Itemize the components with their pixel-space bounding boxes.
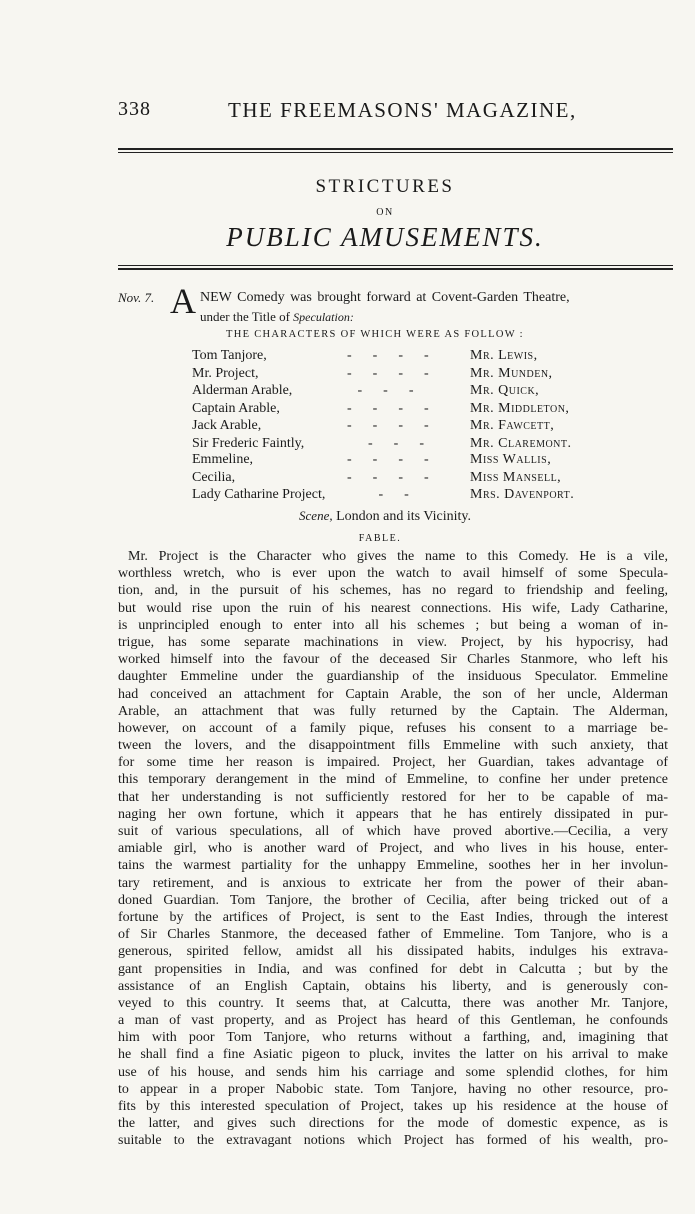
character-name: Emmeline, bbox=[192, 452, 254, 467]
body-line: that her understanding is not sufficiently restored for her to be capable of ma- bbox=[118, 789, 668, 805]
leader-dashes: - - - bbox=[347, 435, 424, 451]
body-line: for some time her reason is impaired. Project, her Guardian, takes advantage of bbox=[118, 755, 668, 771]
body-line: the latter, and gives such directions for the mode of domestic expence, as is bbox=[118, 1116, 668, 1132]
body-line: had conceived an attachment for Captain Arable, the son of her uncle, Alderman bbox=[118, 686, 668, 702]
body-line: suitable to the extravagant notions which Project has formed of his wealth, pro- bbox=[118, 1133, 668, 1149]
cast-list-men bbox=[192, 348, 612, 454]
character-name: Jack Arable, bbox=[192, 418, 262, 434]
leader-dashes: - - - - bbox=[347, 348, 429, 363]
page-number: 338 bbox=[118, 98, 151, 120]
character-name: Captain Arable, bbox=[192, 400, 280, 416]
intro-line-2 bbox=[200, 309, 354, 325]
body-line: fits by this interested speculation of Project, takes up his residence at the house of bbox=[118, 1099, 668, 1114]
actor-name: Mr. Fawcett, bbox=[470, 418, 555, 434]
leader-dashes: - - - - bbox=[347, 452, 429, 467]
body-line: gant propensities in India, and was confined for debt in Calcutta ; but by the bbox=[118, 961, 668, 977]
body-line: tween the lovers, and the disappointment fills Emmeline with such anxiety, that bbox=[118, 738, 668, 754]
header-rule bbox=[118, 148, 673, 150]
body-line: tary retirement, and is anxious to extricate her from the power of their aban- bbox=[118, 875, 668, 891]
fable-heading: FABLE. bbox=[358, 533, 402, 544]
cast-row bbox=[192, 487, 612, 505]
intro-line-1: NEW Comedy was brought forward at Covent-Garden Theatre, bbox=[200, 290, 570, 305]
intro-prefix: under the Title of bbox=[200, 309, 294, 324]
body-line: generous, spirited fellow, amidst all his dissipated habits, indulges his extrava- bbox=[118, 944, 668, 960]
body-line: tion, and, in the pursuit of his schemes, has no regard to friendship and feeling, bbox=[118, 583, 668, 599]
page-header bbox=[118, 98, 678, 128]
character-name: Tom Tanjore, bbox=[192, 348, 267, 363]
scene-text: London and its Vicinity. bbox=[332, 509, 471, 524]
play-title: Speculation: bbox=[293, 310, 354, 324]
character-name: Alderman Arable, bbox=[192, 383, 293, 399]
body-line: trigue, has some separate machinations in view. Project, by his hypocrisy, had bbox=[118, 634, 668, 650]
body-line: Mr. Project is the Character who gives the name to this Comedy. He is a vile, bbox=[128, 549, 668, 564]
character-name: Sir Frederic Faintly, bbox=[192, 435, 305, 451]
cast-row bbox=[192, 436, 612, 454]
body-line: suit of various speculations, all of which have proved abortive.—Cecilia, a very bbox=[118, 824, 668, 839]
body-line: a man of vast property, and as Project has heard of this Gentleman, he confounds bbox=[118, 1013, 668, 1029]
character-name: Mr. Project, bbox=[192, 365, 259, 381]
body-line: use of his house, and sends him his carriage and some splendid clothes, for him bbox=[118, 1064, 668, 1080]
actor-name: Mrs. Davenport. bbox=[470, 487, 575, 503]
character-name: Cecilia, bbox=[192, 469, 236, 485]
fable-body bbox=[118, 548, 668, 1150]
body-line: worked himself into the favour of the deceased Sir Charles Stanmore, who left his bbox=[118, 652, 668, 668]
actor-name: Miss Mansell, bbox=[470, 469, 562, 485]
drop-cap: A bbox=[170, 281, 196, 321]
body-line: veyed to this country. It seems that, at Calcutta, there was another Mr. Tanjore, bbox=[118, 995, 668, 1011]
actor-name: Mr. Quick, bbox=[470, 383, 540, 399]
entry-date: Nov. 7. bbox=[118, 290, 155, 305]
body-line: naging her own fortune, which it appears that he has entirely dissipated in pur- bbox=[118, 806, 668, 822]
cast-row bbox=[192, 383, 612, 401]
leader-dashes: - - - - bbox=[347, 400, 429, 416]
body-line: of Sir Charles Stanmore, the deceased father of Emmeline. Tom Tanjore, who is a bbox=[118, 927, 668, 943]
character-name: Lady Catharine Project, bbox=[192, 487, 326, 503]
body-line: he shall find a fine Asiatic pigeon to pluck, invites the latter on his arrival to make bbox=[118, 1047, 668, 1063]
body-line: but would rise upon the ruin of his nearest connections. His wife, Lady Catharine, bbox=[118, 600, 668, 616]
leader-dashes: - - - - bbox=[347, 469, 429, 485]
actor-name: Mr. Middleton, bbox=[470, 400, 570, 416]
characters-heading: THE CHARACTERS OF WHICH WERE AS FOLLOW : bbox=[226, 329, 524, 340]
body-line: is unprincipled enough to enter into all his schemes ; but being a woman of in- bbox=[118, 617, 668, 633]
body-line: him with poor Tom Tanjore, who returns without a farthing, and, imagining that bbox=[118, 1030, 668, 1046]
cast-list-women bbox=[192, 452, 612, 505]
cast-row bbox=[192, 366, 612, 384]
actor-name: Mr. Lewis, bbox=[470, 348, 538, 363]
scene-line bbox=[0, 508, 695, 525]
actor-name: Miss Wallis, bbox=[470, 452, 552, 467]
scene-label: Scene, bbox=[299, 508, 333, 523]
body-line: worthless wretch, who is ever upon the watch to avail himself of some Specula- bbox=[118, 566, 668, 582]
cast-row bbox=[192, 418, 612, 436]
title-rule bbox=[118, 268, 673, 270]
article-title-line-3: PUBLIC AMUSEMENTS. bbox=[226, 222, 544, 252]
body-line: Arable, an attachment that was fully returned by the Captain. The Alderman, bbox=[118, 703, 668, 719]
leader-dashes: - - - - bbox=[347, 418, 429, 434]
article-title-line-1: STRICTURES bbox=[315, 176, 455, 197]
actor-name: Mr. Munden, bbox=[470, 365, 553, 381]
cast-row bbox=[192, 348, 612, 366]
cast-row bbox=[192, 470, 612, 488]
article-title-line-2: ON bbox=[376, 207, 394, 218]
actor-name: Mr. Claremont. bbox=[470, 435, 572, 451]
body-line: to appear in a proper Nabobic state. Tom Tanjore, having no other resource, pro- bbox=[118, 1081, 668, 1097]
magazine-title: THE FREEMASONS' MAGAZINE, bbox=[228, 98, 577, 122]
leader-dashes: - - - bbox=[347, 383, 414, 399]
body-line: doned Guardian. Tom Tanjore, the brother of Cecilia, after being tricked out of a bbox=[118, 892, 668, 908]
body-line: amiable girl, who is another ward of Project, and who lives in his house, enter- bbox=[118, 841, 668, 857]
body-line: however, on account of a family pique, refuses his consent to a marriage be- bbox=[118, 720, 668, 736]
title-rule-thin bbox=[118, 265, 673, 266]
body-line: this temporary derangement in the mind of Emmeline, to confine her under pretence bbox=[118, 772, 668, 788]
header-rule-thin bbox=[118, 152, 673, 153]
body-line: assistance of an English Captain, obtains his liberty, and is generously con- bbox=[118, 978, 668, 994]
body-line: fortune by the artifices of Project, is sent to the East Indies, through the interest bbox=[118, 909, 668, 925]
cast-row bbox=[192, 401, 612, 419]
body-line: daughter Emmeline under the guardianship of the insiduous Speculator. Emmeline bbox=[118, 669, 668, 685]
leader-dashes: - - bbox=[347, 487, 409, 503]
cast-row bbox=[192, 452, 612, 470]
body-line: tains the warmest partiality for the unhappy Emmeline, soothes her in her involun- bbox=[118, 858, 668, 874]
leader-dashes: - - - - bbox=[347, 365, 429, 381]
